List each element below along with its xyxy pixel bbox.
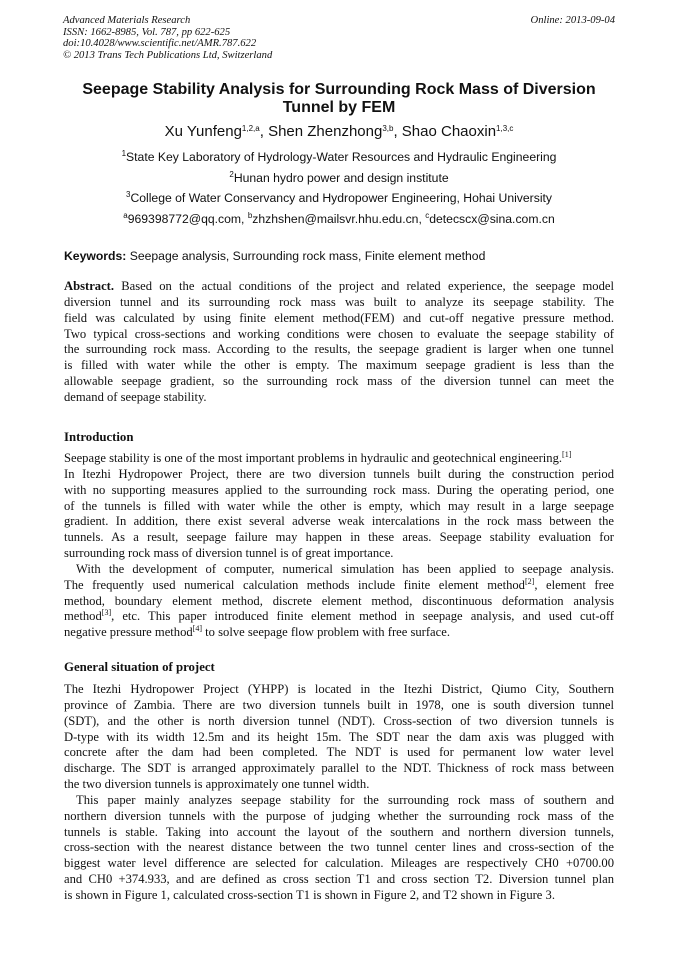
text-line — [64, 609, 614, 625]
email: zhzhshen@mailsvr.hhu.edu.cn, — [252, 211, 426, 226]
text-line — [64, 499, 614, 515]
text: with no supporting measures applied to the surrounding rock mass. During the operating period, one — [64, 482, 614, 497]
title-line: Tunnel by FEM — [282, 99, 396, 116]
text: tunnels. As a result, seepage failure may happen in these areas. Seepage stability evaluation for — [64, 530, 614, 545]
text: This paper mainly analyzes seepage stability for the surrounding rock mass of southern and — [76, 792, 614, 807]
text: the two diversion tunnels is approximately one tunnel width. — [64, 777, 370, 792]
text: (SDT), and the other is north diversion tunnel (NDT). Cross-section of two diversion tunnels is — [64, 713, 614, 728]
email-sup: c — [425, 210, 430, 220]
author-name: Shen Zhenzhong — [268, 123, 383, 140]
introduction-body — [64, 451, 614, 641]
email-sup: a — [123, 210, 128, 220]
text-line — [64, 530, 614, 546]
abstract-label: Abstract. — [64, 279, 115, 293]
author — [402, 123, 514, 140]
text-line — [64, 682, 614, 698]
email: detecscx@sina.com.cn — [429, 211, 555, 226]
affil-text: Hunan hydro power and design institute — [233, 170, 449, 185]
section-heading: Introduction — [64, 430, 134, 444]
text: method — [64, 609, 102, 624]
affil-text: State Key Laboratory of Hydrology-Water Resources and Hydraulic Engineering — [126, 150, 557, 164]
text-line — [64, 761, 614, 777]
author-sup: 1,2,a — [241, 124, 260, 133]
text: tunnels is stable. Taking into account the layout of the southern and northern diversion tunnels, — [64, 824, 614, 839]
text: Based on the actual conditions of the project and related experience, the seepage model — [114, 279, 614, 293]
text-line — [64, 872, 614, 888]
abstract-line: field was calculated by using finite element method(FEM) and cut-off negative pressure method. — [64, 310, 614, 325]
abstract-line: demand of seepage stability. — [64, 389, 207, 404]
text-line — [64, 594, 614, 610]
text: Seepage stability is one of the most important problems in hydraulic and geotechnical engineering. — [64, 451, 563, 465]
copyright: © 2013 Trans Tech Publications Ltd, Switzerland — [63, 50, 273, 62]
text-line — [64, 451, 614, 467]
text-line — [64, 546, 614, 562]
text-line — [64, 562, 614, 578]
text: D-type with its width 12.5m and its height 15m. The SDT near the dam axis was plugged with — [64, 729, 614, 744]
doi: doi:10.4028/www.scientific.net/AMR.787.622 — [63, 38, 257, 50]
online-date: Online: 2013-09-04 — [530, 15, 615, 26]
author — [268, 123, 402, 140]
affiliation — [64, 168, 614, 189]
abstract-line: the surrounding rock mass. According to the results, the seepage gradient is larger when one tunnel — [64, 342, 614, 357]
affiliation — [64, 147, 614, 168]
keywords — [64, 248, 614, 264]
affiliation — [64, 188, 614, 209]
text-line — [64, 730, 614, 746]
text-line — [64, 793, 614, 809]
affil-text: College of Water Conservancy and Hydropower Engineering, Hohai University — [130, 191, 553, 206]
text: , etc. This paper introduced finite element method in seepage analysis, and used cut-off — [111, 609, 614, 624]
citation-ref: [4] — [192, 624, 203, 634]
text: is shown in Figure 1, calculated cross-section T1 is shown in Figure 2, and T2 shown in Figure 3. — [64, 887, 555, 902]
text-line — [64, 809, 614, 825]
journal-name: Advanced Materials Research — [63, 15, 191, 26]
text: and CH0 +374.933, and are defined as cross section T1 and cross section T2. Diversion tunnel plan — [64, 872, 614, 887]
citation-ref: [3] — [101, 608, 112, 618]
text-line — [64, 514, 614, 530]
email-sup: b — [247, 210, 253, 220]
text-line — [64, 856, 614, 872]
text: biggest water level difference are selected for calculation. Mileages are respectively CH0 +0700.00 — [64, 856, 614, 871]
keywords-label: Keywords: — [64, 249, 127, 263]
sep: , — [259, 123, 269, 140]
abstract-line — [64, 279, 614, 295]
affil-sup: 2 — [229, 169, 234, 179]
text-line — [64, 714, 614, 730]
text: method, boundary element method, discrete element method, discontinuous deformation analysis — [64, 593, 614, 608]
citation-ref: [2] — [524, 576, 535, 586]
author-name: Shao Chaoxin — [401, 123, 497, 140]
journal-info — [63, 15, 272, 62]
text: cross-section with the nearest distance between the two tunnel center lines and cross-section of the — [64, 840, 614, 855]
paper-title — [64, 81, 614, 117]
keywords-text: Seepage analysis, Surrounding rock mass, Finite element method — [126, 249, 486, 263]
text-line — [64, 777, 614, 793]
text: of the tunnels is filled with water while the other is empty, which may result in a large seepage — [64, 498, 614, 513]
text: northern diversion tunnels with the purpose of judging whether the surrounding rock mass of the — [64, 808, 614, 823]
affil-sup: 3 — [125, 190, 131, 200]
text: , element free — [534, 577, 614, 592]
text: province of Zambia. There are two diversion tunnels built in 1978, one is south diversion tunnel — [64, 697, 614, 712]
text-line — [64, 625, 614, 641]
affil-sup: 1 — [121, 149, 127, 158]
text-line — [64, 745, 614, 761]
issn: ISSN: 1662-8985, Vol. 787, pp 622-625 — [63, 26, 231, 38]
author — [165, 123, 268, 140]
email: 969398772@qq.com, — [127, 211, 248, 226]
abstract-line: diversion tunnel and its surrounding rock mass was built to analyze its seepage stability. The — [64, 294, 614, 309]
citation-ref: [1] — [562, 450, 572, 459]
abstract-line: Two typical cross-sections and working conditions were chosen to evaluate the seepage stability of — [64, 326, 614, 341]
text: The Itezhi Hydropower Project (YHPP) is located in the Itezhi District, Qiumo City, Southern — [64, 682, 614, 696]
author-sup: 3,b — [382, 124, 394, 133]
text: to solve seepage flow problem with free surface. — [202, 625, 450, 640]
text-line — [64, 840, 614, 856]
abstract-line: allowable seepage gradient, so the surrounding rock mass of the diversion tunnel can meet the — [64, 374, 614, 389]
general-body — [64, 682, 614, 904]
text: The frequently used numerical calculation methods include finite element method — [64, 577, 525, 592]
emails — [64, 209, 614, 230]
title-line: Seepage Stability Analysis for Surrounding Rock Mass of Diversion — [82, 81, 596, 98]
abstract-line: is filled with water while the other is empty. The maximum seepage gradient is less than the — [64, 358, 614, 373]
text-line — [64, 825, 614, 841]
text: In Itezhi Hydropower Project, there are two diversion tunnels built during the construction period — [64, 466, 614, 481]
text: gradient. In addition, there exist several adverse weak intercalations in the rock mass between the — [64, 514, 614, 529]
affiliations — [64, 147, 614, 229]
sep: , — [393, 123, 402, 140]
text: discharge. The SDT is arranged approximately parallel to the NDT. Thickness of rock mass between — [64, 761, 614, 776]
text: With the development of computer, numerical simulation has been applied to seepage analysis. — [76, 561, 614, 576]
text-line — [64, 578, 614, 594]
text-line — [64, 467, 614, 483]
text-line — [64, 888, 614, 904]
section-heading: General situation of project — [64, 660, 215, 674]
author-sup: 1,3,c — [496, 124, 514, 133]
text: concrete after the dam had been completed. The NDT is used for permanent low water level — [64, 745, 614, 760]
text-line — [64, 483, 614, 499]
authors — [64, 122, 614, 142]
text-line — [64, 698, 614, 714]
text: surrounding rock mass of diversion tunnel is of great importance. — [64, 546, 394, 561]
author-name: Xu Yunfeng — [164, 123, 242, 140]
abstract — [64, 279, 614, 406]
text: negative pressure method — [64, 625, 193, 640]
